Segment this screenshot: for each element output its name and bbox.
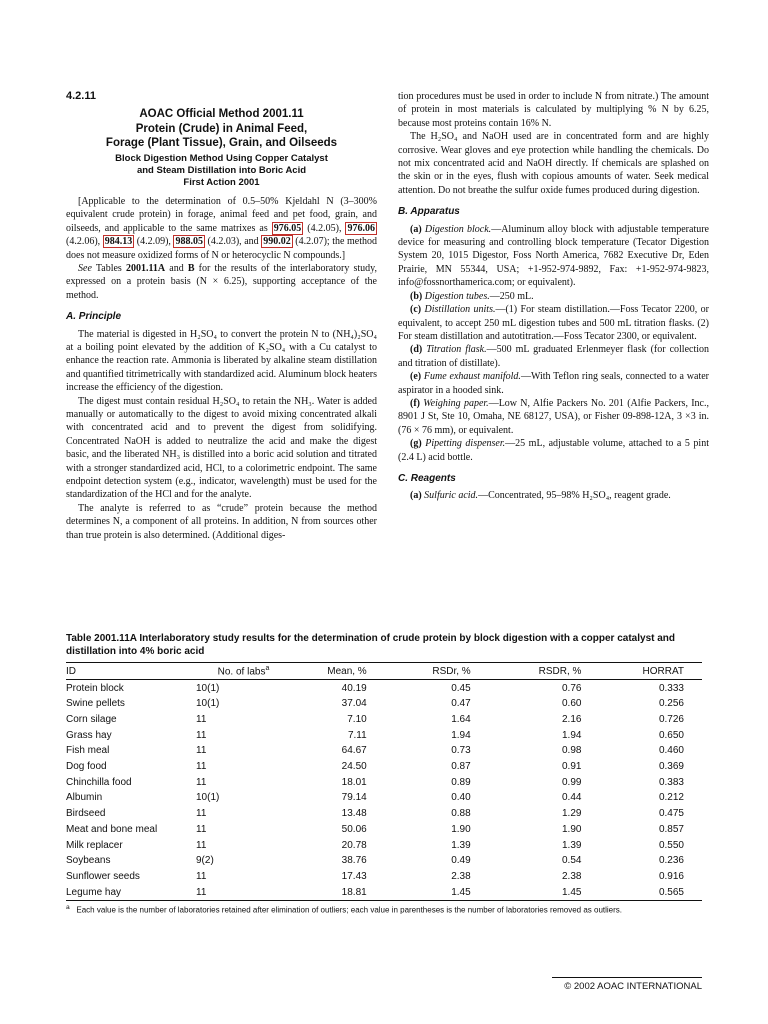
table-cell: 11	[196, 776, 207, 788]
table-cell: 1.45	[397, 884, 501, 900]
header-mean: Mean, %	[291, 663, 397, 680]
table-cell: 0.369	[658, 761, 684, 773]
apparatus-item-label: (c)	[410, 304, 422, 316]
reagent-item-name: Sulfuric acid.	[421, 490, 479, 502]
table-cell: Protein block	[66, 682, 124, 694]
table-cell: 0.44	[561, 792, 582, 804]
table-cell: 2.38	[561, 870, 582, 882]
table-cell: 18.81	[291, 884, 397, 900]
table-cell: 1.94	[451, 729, 471, 741]
table-cell: Chinchilla food	[66, 776, 132, 788]
table-row	[66, 837, 702, 853]
see-tables-paragraph: See Tables 2001.11A and B for the results of the interlaboratory study, expressed on a protein basis (N × 6.25), supporting acceptance of the method.	[66, 262, 377, 301]
table-cell: 11	[196, 761, 207, 773]
section-number: 4.2.11	[66, 90, 96, 102]
table-row	[66, 853, 702, 869]
header-rsd-r: RSDR, %	[501, 663, 612, 680]
table-cell: Dog food	[66, 761, 107, 773]
table-cell: 38.76	[341, 855, 367, 867]
table-cell: 0.333	[658, 682, 684, 694]
table-cell: 0.565	[611, 884, 702, 900]
table-cell: 18.01	[341, 776, 367, 788]
table-cell: Soybeans	[66, 855, 111, 867]
table-cell: Albumin	[66, 792, 103, 804]
table-cell: Birdseed	[66, 808, 106, 820]
apparatus-item-label: (a)	[410, 223, 422, 235]
table-cell: 0.212	[658, 792, 684, 804]
principle-heading: A. Principle	[66, 311, 122, 323]
table-cell: 40.19	[341, 682, 367, 694]
right-column	[398, 90, 709, 503]
table-row	[66, 759, 702, 775]
table-cell: 1.45	[501, 884, 612, 900]
title-line-2: Forage (Plant Tissue), Grain, and Oilseeds	[105, 137, 338, 150]
apparatus-item	[398, 370, 709, 397]
table-row	[66, 774, 702, 790]
principle-paragraph-2: The digest must contain residual H₂SO₄ to retain the NH₃. Water is added manually or automatically to the digest to avoid mixing concentrated alkali with concentrated acid and to prevent the digest from solidifying. Concentrated NaOH is added to neutralize the acid and make the digest basic, and the liberated NH₃ is distilled into a boric acid solution and titrated with a stronger standardized acid, HCl, to a colorimetric endpoint. The same endpoint detection system (e.g., indicator, wavelength) must be used for the standardization of the HCl and for the analyte.	[66, 395, 377, 501]
table-cell: Legume hay	[66, 884, 186, 900]
table-cell: 0.726	[658, 714, 684, 726]
table-cell: 0.383	[658, 776, 684, 788]
apparatus-item	[398, 290, 709, 303]
table-cell: Meat and bone meal	[66, 823, 158, 835]
left-column	[66, 90, 377, 542]
apparatus-item	[398, 303, 709, 343]
title-line-1: Protein (Crude) in Animal Feed,	[135, 122, 308, 135]
header-no-of-labs: No. of labs$^a$	[186, 663, 291, 680]
table-cell: 11	[196, 823, 207, 835]
table-row	[66, 727, 702, 743]
action-status: First Action 2001	[183, 176, 260, 188]
apparatus-item-label: (d)	[410, 344, 423, 356]
table-cell: 0.475	[658, 808, 684, 820]
method-ref-976-05[interactable]: 976.05	[273, 222, 302, 234]
applicability-paragraph: [Applicable to the determination of 0.5–50% Kjeldahl N (3–300% equivalent crude protein) in forage, animal feed and pet food, grain, and oilseeds, and applicable to the same matrixes as 976.05 (4.2.05), 976.06 (4.2.06), 984.13 (4.2.09), 988.05 (4.2.03), and 990.02 (4.2.07); the method does not measure oxidized forms of N or heterocyclic N compounds.]	[66, 195, 377, 261]
table-row	[66, 869, 702, 885]
table-cell: Fish meal	[66, 745, 110, 757]
table-cell: Swine pellets	[66, 698, 125, 710]
table-cell: 2.16	[561, 714, 582, 726]
reagent-item-text: —Concentrated, 95–98% H₂SO₄, reagent grade.	[478, 490, 671, 502]
table-cell: 0.45	[451, 682, 471, 694]
table-cell: 20.78	[341, 839, 367, 851]
reagent-item	[398, 489, 709, 502]
method-ref-988-05[interactable]: 988.05	[175, 236, 203, 248]
table-cell: 1.39	[561, 839, 582, 851]
apparatus-item-name: Titration flask.	[422, 344, 487, 356]
apparatus-item-name: Digestion block.	[421, 223, 492, 235]
apparatus-item-text: —25 mL, adjustable volume, attached to a 5 pint (2.4 L) acid bottle.	[398, 438, 709, 463]
header-horrat: HORRAT	[611, 663, 702, 680]
principle-paragraph-1: The material is digested in H₂SO₄ to convert the protein N to (NH₄)₂SO₄ at a boiling point elevated by the addition of K₂SO₄ with a Cu catalyst to enhance the reaction rate. Ammonia is liberated by alkaline steam distillation and quantified titrimetrically with standardized acid. Aluminum block heaters increase the efficiency of the digestion.	[66, 328, 377, 394]
apparatus-item-name: Pipetting dispenser.	[421, 438, 506, 450]
table-cell: 0.857	[658, 823, 684, 835]
table-cell: 0.76	[561, 682, 582, 694]
table-cell: 11	[196, 839, 207, 851]
header-rsdr: RSDr, %	[397, 663, 501, 680]
table-cell: Grass hay	[66, 729, 112, 741]
method-ref-976-06[interactable]: 976.06	[347, 222, 375, 234]
table-cell: 0.47	[451, 698, 471, 710]
table-cell: 17.43	[341, 870, 367, 882]
apparatus-item	[398, 223, 709, 290]
apparatus-heading: B. Apparatus	[398, 206, 460, 218]
method-ref-984-13[interactable]: 984.13	[104, 236, 133, 248]
interlab-results-table	[66, 662, 702, 901]
table-row	[66, 712, 702, 728]
table-cell: 50.06	[341, 823, 367, 835]
principle-paragraph-3: The analyte is referred to as “crude” protein because the method determines N, a component of all proteins. In addition, N from sources other than true protein is also determined. (Additional diges-	[66, 502, 377, 541]
apparatus-item-text: —(1) For steam distillation.—Foss Tecator 2200, or equivalent, to accept 250 mL digestion tubes and 500 mL titration flasks. (2) For steam distillation and autotitration.—Foss Tecator 2300, or equivalent.	[398, 304, 709, 342]
apparatus-item	[398, 397, 709, 437]
table-cell: 0.40	[451, 792, 471, 804]
apparatus-item-label: (f)	[410, 397, 420, 409]
table-cell: 0.49	[451, 855, 471, 867]
apparatus-item-label: (e)	[410, 371, 422, 383]
apparatus-item-text: —Low N, Alfie Packers No. 201 (Alfie Packers, Inc., 8901 J St, Ste 10, Omaha, NE 68127, USA), or Fisher 09-898-12A, 3 ×3 in. (76 × 76 mm), or equivalent.	[398, 397, 709, 436]
apparatus-item-name: Digestion tubes.	[422, 290, 490, 302]
table-cell: 0.91	[561, 761, 582, 773]
table-cell: 1.39	[451, 839, 471, 851]
table-row	[66, 743, 702, 759]
reagent-item-label: (a)	[410, 490, 422, 502]
table-cell: 11	[186, 884, 291, 900]
apparatus-list	[398, 223, 709, 464]
reagents-list	[398, 489, 709, 502]
apparatus-item-name: Distillation units.	[421, 304, 496, 316]
subtitle-line-1: Block Digestion Method Using Copper Catalyst	[115, 152, 328, 164]
table-footnote: $^a$ Each value is the number of laboratories retained after elimination of outliers; each value in parentheses is the number of laboratories removed as outliers.	[66, 903, 623, 915]
table-cell: 0.650	[658, 729, 684, 741]
table-cell: 11	[196, 729, 207, 741]
table-cell: 0.236	[658, 855, 684, 867]
apparatus-item-label: (b)	[410, 290, 423, 302]
table-cell: 11	[196, 745, 207, 757]
table-cell: 1.29	[561, 808, 582, 820]
method-ref-990-02[interactable]: 990.02	[263, 236, 291, 248]
table-cell: 0.89	[451, 776, 471, 788]
table-header-row	[66, 663, 702, 680]
table-cell: 0.99	[561, 776, 582, 788]
table-cell: 11	[196, 714, 207, 726]
table-cell: 64.67	[341, 745, 367, 757]
table-cell: Corn silage	[66, 714, 117, 726]
table-cell: 1.94	[561, 729, 582, 741]
apparatus-item-text: —Aluminum alloy block with adjustable temperature device for measuring and controlling block temperature (Tecator Digestion System 20, 1015 Digestor, Foss North America, 7682 Executive Dr, Eden Prairie, MN 55344, USA; +1-952-974-9892, Fax: +1-952-974-9823, info@fossnorthamerica.com; or equivalent).	[398, 223, 709, 289]
apparatus-item	[398, 437, 709, 464]
table-cell: 11	[196, 808, 207, 820]
table-cell: 1.90	[561, 823, 582, 835]
principle-paragraph-4: The H₂SO₄ and NaOH used are in concentrated form and are highly corrosive. Wear gloves and eye protection while handling the chemicals. Do not mix concentrated acid and NaOH directly. If chemicals are splashed on the skin or in the eyes, flush with copious amounts of water. Seek medical attention. Do not breathe the sulfur oxide fumes produced during digestion.	[398, 131, 709, 196]
table-cell: 0.73	[451, 745, 471, 757]
table-cell: 10(1)	[196, 698, 220, 710]
principle-paragraph-3-continued: tion procedures must be used in order to include N from nitrate.) The amount of protein in most materials is calculated by multiplying % N by 6.25, because most proteins contain 16% N.	[398, 91, 709, 129]
table-row	[66, 806, 702, 822]
apparatus-item-text: —250 mL.	[489, 290, 534, 302]
table-cell: 13.48	[341, 808, 367, 820]
table-cell: 0.550	[658, 839, 684, 851]
table-cell: 7.10	[347, 714, 367, 726]
table-cell: 24.50	[341, 761, 367, 773]
table-caption: Table 2001.11A Interlaboratory study results for the determination of crude protein by block digestion with a copper catalyst and distillation into 4% boric acid	[66, 633, 676, 657]
copyright-footer: © 2002 AOAC INTERNATIONAL	[552, 977, 702, 992]
apparatus-item-text: —With Teflon ring seals, connected to a water aspirator in a hooded sink.	[398, 371, 710, 396]
subtitle-line-2: and Steam Distillation into Boric Acid	[136, 164, 307, 176]
reagents-heading: C. Reagents	[398, 472, 456, 484]
table-cell: 0.98	[561, 745, 582, 757]
table-row	[66, 790, 702, 806]
table-cell: 0.460	[658, 745, 684, 757]
apparatus-item-name: Fume exhaust manifold.	[421, 371, 521, 383]
apparatus-item-name: Weighing paper.	[420, 397, 489, 409]
table-row	[66, 884, 702, 900]
table-cell: 0.916	[658, 870, 684, 882]
apparatus-item	[398, 343, 709, 370]
table-cell: 10(1)	[196, 682, 220, 694]
table-row	[66, 696, 702, 712]
table-2001-11a	[66, 633, 702, 915]
table-cell: 11	[196, 870, 207, 882]
table-cell: 0.256	[658, 698, 684, 710]
table-cell: 0.88	[451, 808, 471, 820]
method-title: AOAC Official Method 2001.11	[139, 108, 304, 121]
apparatus-item-label: (g)	[410, 438, 422, 450]
table-cell: 0.87	[451, 761, 471, 773]
table-cell: 2.38	[451, 870, 471, 882]
table-cell: Milk replacer	[66, 839, 123, 851]
table-cell: 79.14	[341, 792, 367, 804]
table-cell: 0.60	[561, 698, 582, 710]
table-cell: 9(2)	[196, 855, 214, 867]
header-id: ID	[66, 663, 186, 680]
table-row	[66, 822, 702, 838]
table-row	[66, 680, 702, 696]
table-cell: 0.54	[561, 855, 582, 867]
apparatus-item-text: —500 mL graduated Erlenmeyer flask (for collection and titration of distillate).	[398, 344, 710, 369]
table-cell: 10(1)	[196, 792, 220, 804]
table-cell: 1.64	[451, 714, 471, 726]
table-cell: 7.11	[347, 729, 367, 741]
table-cell: 37.04	[341, 698, 367, 710]
table-cell: 1.90	[451, 823, 471, 835]
table-cell: Sunflower seeds	[66, 870, 140, 882]
